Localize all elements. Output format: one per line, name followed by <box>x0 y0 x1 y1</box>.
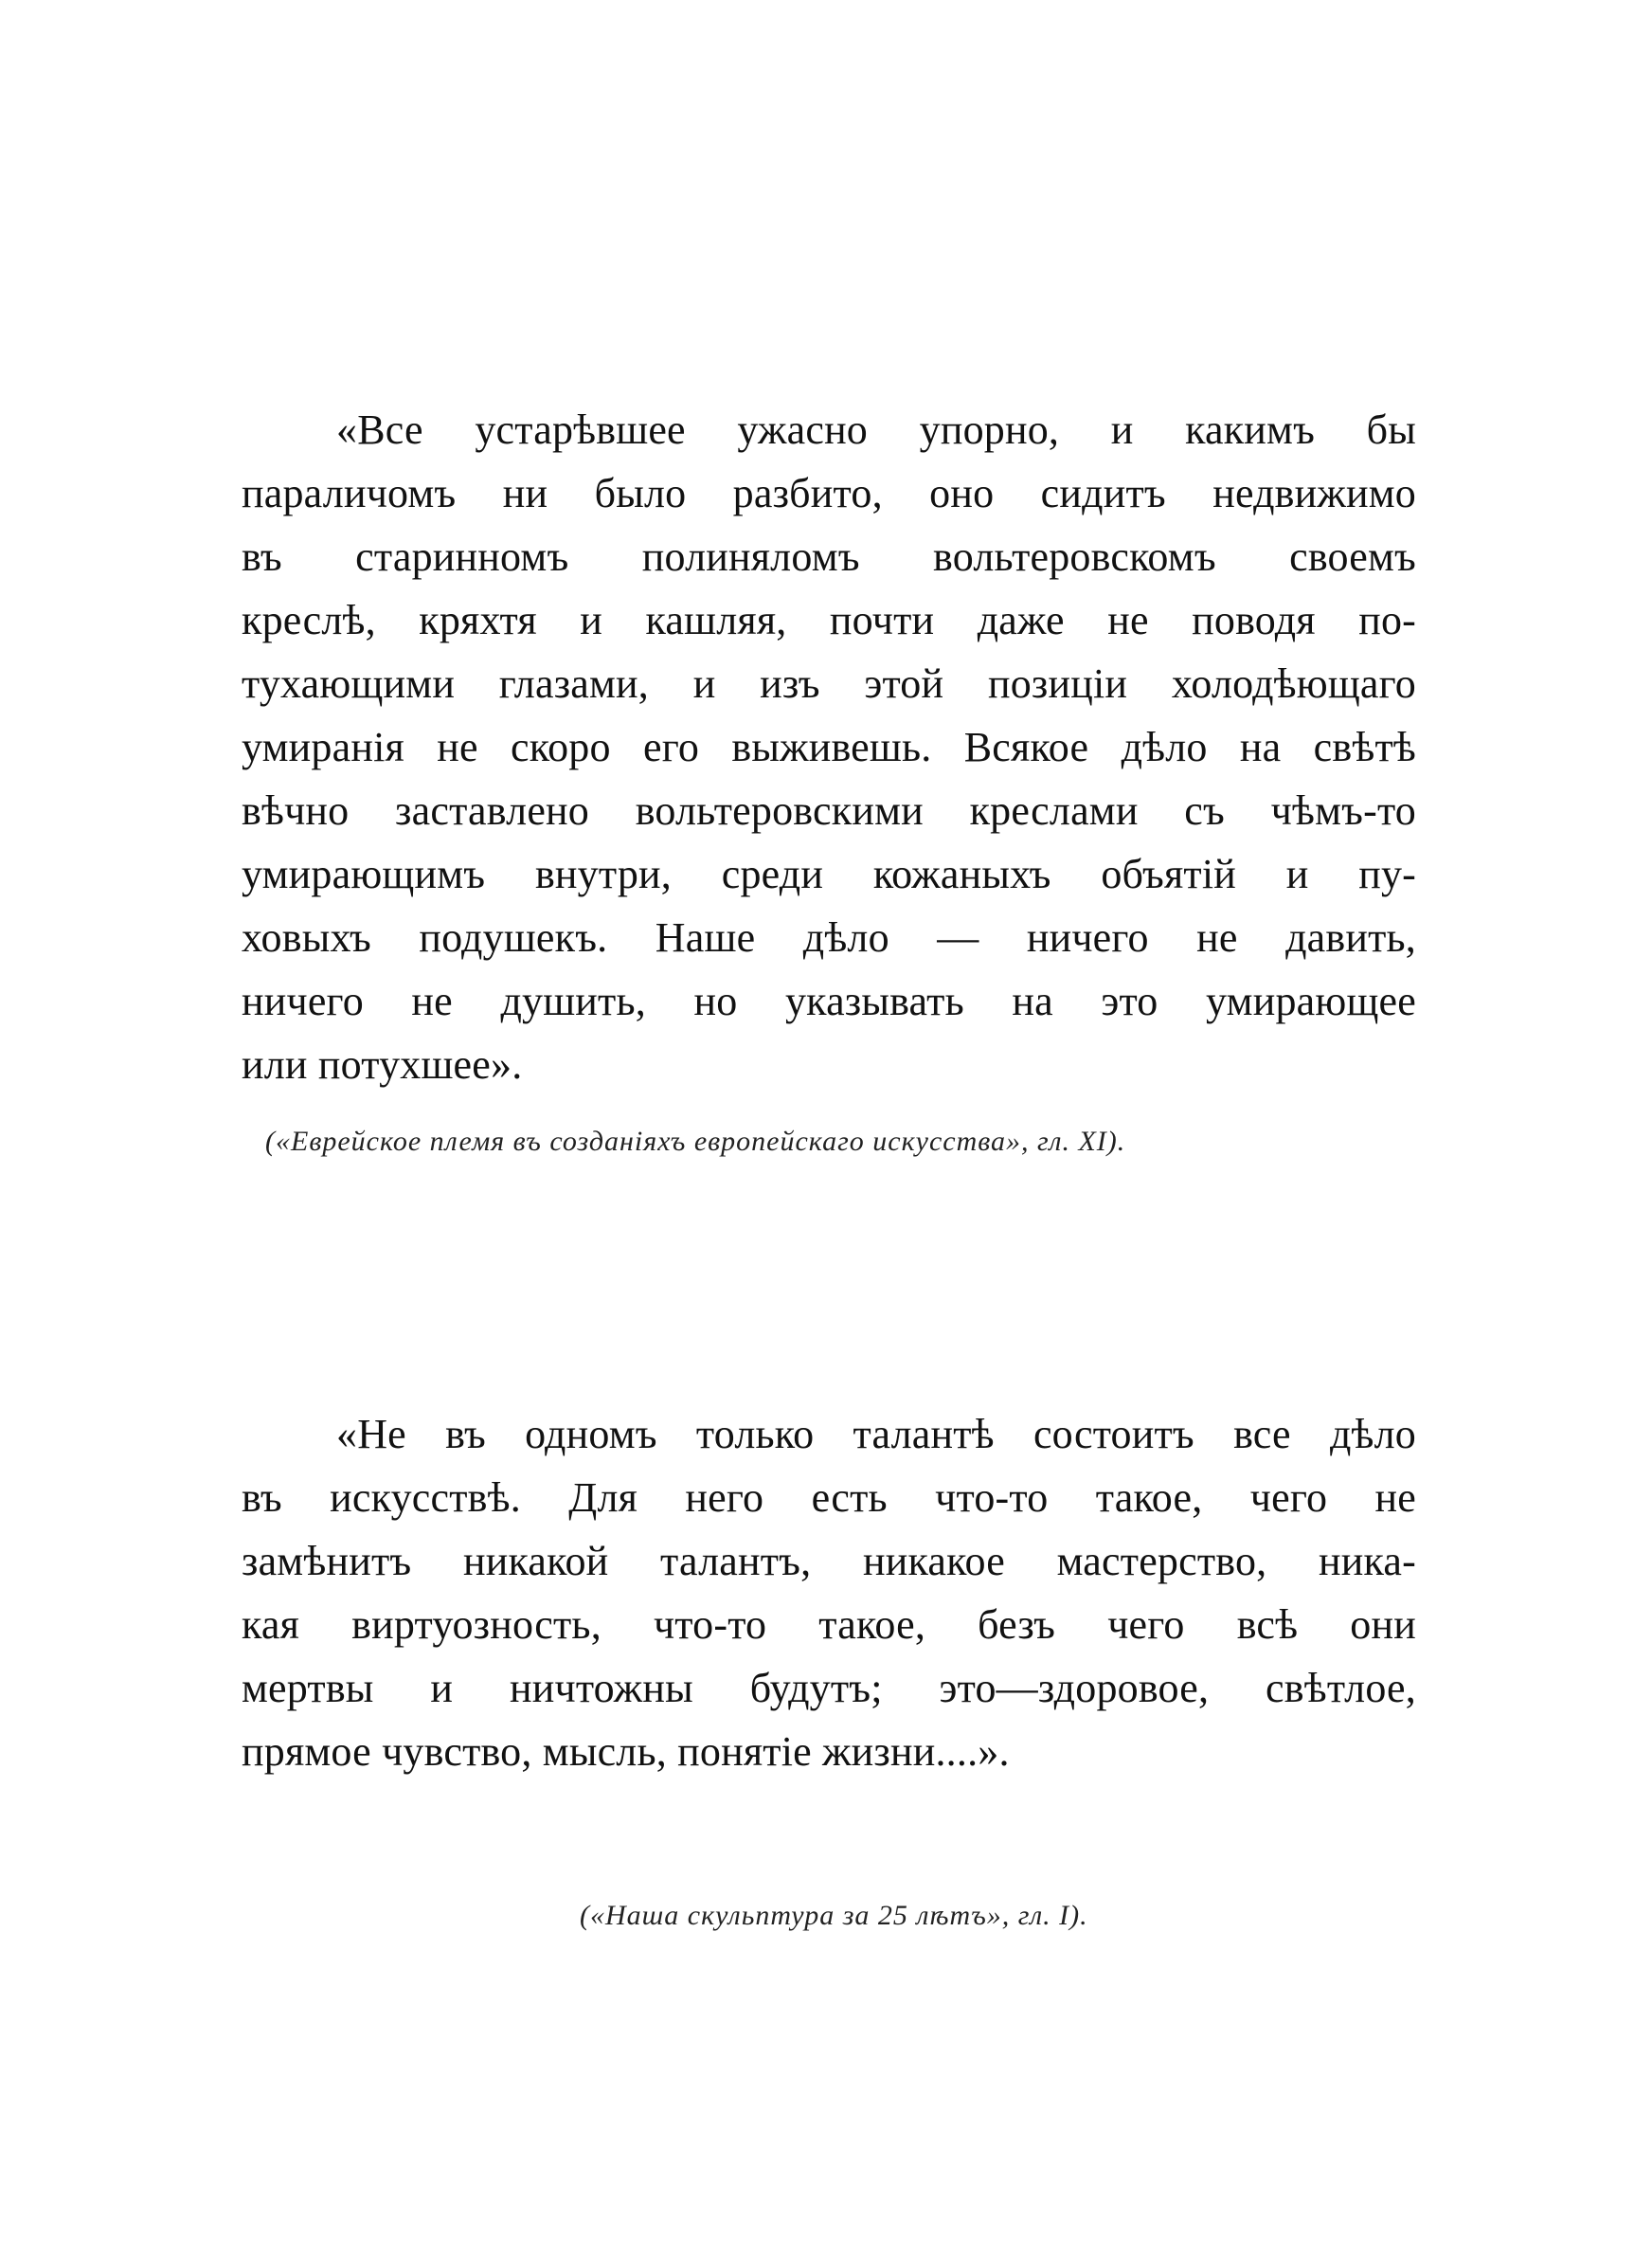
quote-1-line: ховыхъ подушекъ. Наше дѣло — ничего не давить, <box>242 914 1416 961</box>
quote-2-line: замѣнитъ никакой талантъ, никакое мастерство, ника- <box>242 1538 1416 1584</box>
quote-1-line: ничего не душить, но указывать на это умирающее <box>242 978 1416 1024</box>
quote-2-line: прямое чувство, мысль, понятіе жизни....». <box>242 1728 1010 1775</box>
quote-1-source: («Еврейское племя въ созданіяхъ европейскаго искусства», гл. XI). <box>265 1126 1126 1157</box>
quote-1-line: вѣчно заставлено вольтеровскими креслами съ чѣмъ-то <box>242 787 1416 834</box>
quote-2-line: «Не въ одномъ только талантѣ состоитъ все дѣло <box>336 1411 1416 1457</box>
quote-1-line: въ старинномъ полиняломъ вольтеровскомъ своемъ <box>242 533 1416 580</box>
quote-1-line: параличомъ ни было разбито, оно сидитъ недвижимо <box>242 470 1416 516</box>
quote-2-line: мертвы и ничтожны будутъ; это—здоровое, свѣтлое, <box>242 1665 1416 1711</box>
quote-1-line: тухающими глазами, и изъ этой позиціи холодѣющаго <box>242 660 1416 707</box>
quote-2 <box>242 1402 1416 1783</box>
quote-2-line: кая виртуозность, что-то такое, безъ чего всѣ они <box>242 1601 1416 1648</box>
quote-1-line: умиранія не скоро его выживешь. Всякое дѣло на свѣтѣ <box>242 724 1416 770</box>
quote-1-line: креслѣ, кряхтя и кашляя, почти даже не поводя по- <box>242 597 1416 643</box>
quote-1-line: или потухшее». <box>242 1041 523 1088</box>
quote-1 <box>242 398 1416 1096</box>
quote-2-line: въ искусствѣ. Для него есть что-то такое, чего не <box>242 1474 1416 1521</box>
quote-1-line: умирающимъ внутри, среди кожаныхъ объятій и пу- <box>242 851 1416 897</box>
quote-1-line: «Все устарѣвшее ужасно упорно, и какимъ бы <box>336 406 1416 453</box>
quote-2-source: («Наша скульптура за 25 лѣтъ», гл. I). <box>580 1900 1088 1931</box>
